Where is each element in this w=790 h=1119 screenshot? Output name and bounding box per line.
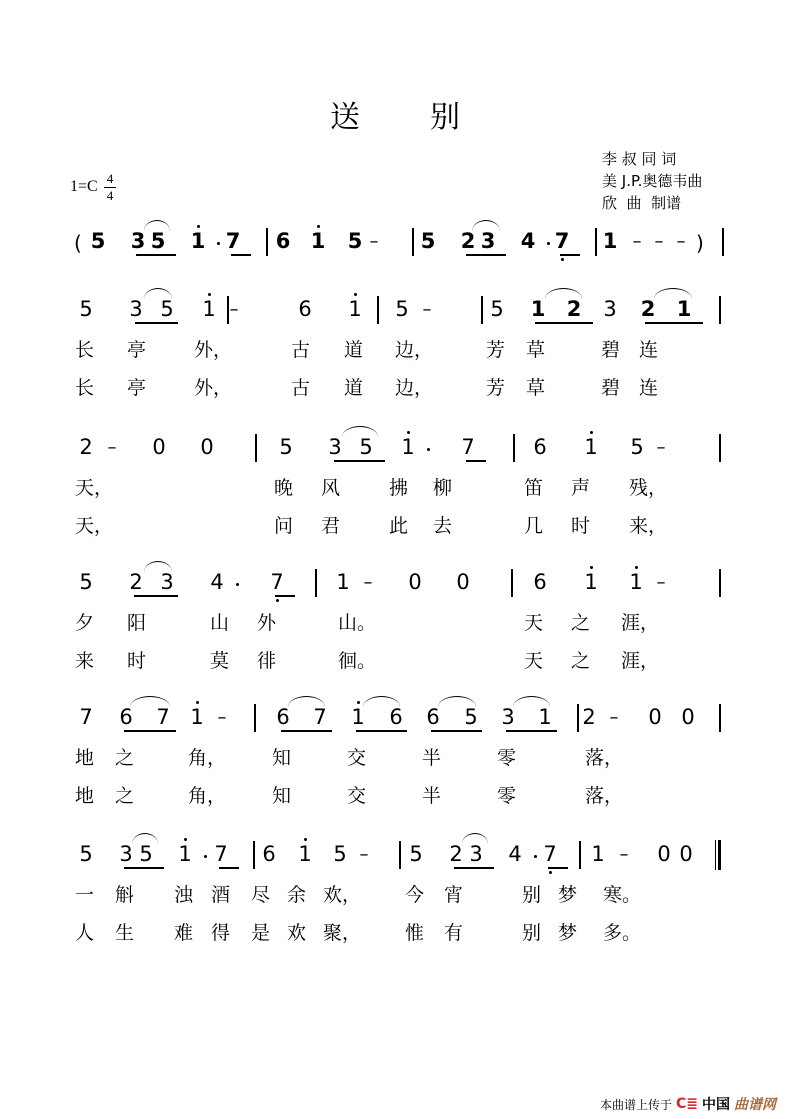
lyric-char: 风 [321, 477, 341, 499]
note: 3 [130, 229, 146, 253]
eighth-note-beam [136, 254, 176, 256]
note: 6 [533, 435, 547, 459]
note: 3 [501, 705, 515, 729]
eighth-note-beam [124, 867, 164, 869]
lyric-char: 人 [75, 922, 95, 944]
note: 3 [119, 842, 133, 866]
note: 1 [310, 229, 326, 253]
note: 5 [347, 229, 363, 253]
time-signature-top: 4 [106, 171, 114, 186]
note: 6 [533, 570, 547, 594]
title-char-2: 别 [430, 100, 460, 135]
augmentation-dot [204, 855, 207, 858]
sustain-dash: – [422, 299, 432, 320]
slur [342, 426, 378, 437]
note: 1 [602, 229, 618, 253]
lyric-char: 古 [291, 377, 311, 399]
note: 0 [408, 570, 422, 594]
sustain-dash: – [654, 231, 664, 252]
lyric-char: 天 [524, 612, 544, 634]
key-signature: 1=C [70, 178, 98, 195]
lyric-char: 连 [639, 377, 659, 399]
arranger-credit: 欣 曲 制谱 [602, 194, 682, 212]
sustain-dash: – [369, 231, 379, 252]
note: 0 [681, 705, 695, 729]
lyric-char: 尽 [251, 884, 271, 906]
high-octave-dot [304, 838, 307, 841]
note: 4 [520, 229, 536, 253]
sustain-dash: – [609, 707, 619, 728]
slur [545, 288, 582, 299]
lyric-char: 零 [497, 747, 517, 769]
note: 5 [79, 842, 93, 866]
lyric-char: 碧 [601, 377, 621, 399]
note: 1 [298, 842, 312, 866]
note: 6 [119, 705, 133, 729]
lyric-char: 道 [344, 339, 364, 361]
note: 7 [543, 842, 557, 866]
note: 1 [676, 297, 692, 321]
lyric-char: 聚， [323, 922, 362, 944]
barline [377, 296, 379, 324]
note: 5 [420, 229, 436, 253]
note: 7 [313, 705, 327, 729]
lyric-char: 交 [347, 785, 367, 807]
slur [363, 696, 400, 707]
note: 2 [640, 297, 656, 321]
slur [438, 696, 476, 707]
lyric-char: 多。 [603, 922, 642, 944]
note: 1 [336, 570, 350, 594]
note: 5 [395, 297, 409, 321]
note: 7 [461, 435, 475, 459]
lyric-char: 残， [629, 477, 668, 499]
lyric-char: 阳 [127, 612, 147, 634]
footer-watermark [600, 1094, 776, 1114]
lyric-char: 难 [174, 922, 194, 944]
slur [144, 220, 170, 231]
high-octave-dot [357, 701, 360, 704]
note: 5 [409, 842, 423, 866]
eighth-note-beam [134, 595, 178, 597]
note: 4 [210, 570, 224, 594]
barline [255, 434, 257, 462]
lyric-char: 边， [395, 339, 434, 361]
note: 7 [79, 705, 93, 729]
note: 2 [582, 705, 596, 729]
barline [719, 569, 721, 597]
eighth-note-beam [466, 254, 506, 256]
lyric-char: 芳 [486, 339, 506, 361]
barline [511, 569, 513, 597]
lyric-char: 今 [405, 884, 425, 906]
lyric-char: 斛 [115, 884, 135, 906]
note: 5 [279, 435, 293, 459]
lyric-char: 天， [75, 515, 114, 537]
lyric-char: 草 [526, 377, 546, 399]
lyric-char: 时 [127, 650, 147, 672]
lyric-char: 之 [571, 612, 591, 634]
high-octave-dot [197, 225, 200, 228]
lyric-char: 亭 [127, 339, 147, 361]
lyric-char: 问 [274, 515, 294, 537]
lyric-char: 天， [75, 477, 114, 499]
barline [253, 841, 255, 869]
lyric-char: 长 [75, 339, 95, 361]
lyric-char: 道 [344, 377, 364, 399]
note: 3 [469, 842, 483, 866]
slur [144, 561, 172, 572]
eighth-note-beam [431, 730, 482, 732]
lyric-char: 此 [389, 515, 409, 537]
lyric-char: 徘 [257, 650, 277, 672]
composer-credit: 美 J.P.奥德韦曲 [602, 172, 703, 190]
lyric-char: 天 [524, 650, 544, 672]
lyric-char: 角， [188, 785, 227, 807]
sustain-dash: – [359, 844, 369, 865]
lyric-char: 山。 [338, 612, 377, 634]
sustain-dash: – [676, 231, 686, 252]
slur [654, 288, 692, 299]
lyric-char: 寒。 [603, 884, 642, 906]
note: 5 [359, 435, 373, 459]
note: 2 [449, 842, 463, 866]
lyric-char: 浊 [174, 884, 194, 906]
lyric-char: 莫 [210, 650, 230, 672]
low-octave-dot [561, 258, 564, 261]
eighth-note-beam [219, 867, 239, 869]
barline [227, 296, 229, 324]
time-signature [104, 172, 116, 203]
song-title [0, 92, 790, 136]
barline [412, 228, 414, 256]
slur [462, 833, 488, 844]
eighth-note-beam [466, 460, 486, 462]
note: 1 [591, 842, 605, 866]
augmentation-dot [236, 583, 239, 586]
lyricist-credit: 李 叔 同 词 [602, 150, 677, 168]
high-octave-dot [317, 225, 320, 228]
barline [719, 296, 721, 324]
title-char-1: 送 [330, 100, 360, 135]
note: 0 [200, 435, 214, 459]
barline [595, 228, 597, 256]
note: 1 [401, 435, 415, 459]
note: 1 [348, 297, 362, 321]
lyric-char: 长 [75, 377, 95, 399]
lyric-char: 芳 [486, 377, 506, 399]
lyric-char: 梦 [558, 922, 578, 944]
augmentation-dot [427, 448, 430, 451]
note: 2 [460, 229, 476, 253]
lyric-char: 知 [272, 747, 292, 769]
note: 4 [508, 842, 522, 866]
lyric-char: 余 [287, 884, 307, 906]
sustain-dash: – [363, 572, 373, 593]
note: 3 [129, 297, 143, 321]
high-octave-dot [196, 701, 199, 704]
eighth-note-beam [281, 730, 332, 732]
lyric-char: 边， [395, 377, 434, 399]
footer-text: 本曲谱上传于 [600, 1097, 673, 1112]
note: 1 [584, 435, 598, 459]
high-octave-dot [184, 838, 187, 841]
note: 0 [657, 842, 671, 866]
high-octave-dot [590, 566, 593, 569]
lyric-char: 连 [639, 339, 659, 361]
slur [472, 220, 500, 231]
barline [266, 228, 268, 256]
lyric-char: 涯， [621, 612, 660, 634]
lyric-char: 梦 [558, 884, 578, 906]
note: 0 [456, 570, 470, 594]
slur [288, 696, 325, 707]
slur [132, 833, 158, 844]
note: 1 [629, 570, 643, 594]
note: 0 [648, 705, 662, 729]
barline [722, 228, 724, 256]
lyric-char: 惟 [405, 922, 425, 944]
note: 1 [202, 297, 216, 321]
augmentation-dot [217, 242, 220, 245]
lyric-char: 之 [115, 785, 135, 807]
lyric-char: 得 [211, 922, 231, 944]
note: 1 [178, 842, 192, 866]
note: 3 [160, 570, 174, 594]
barline [513, 434, 515, 462]
time-signature-bottom: 4 [106, 188, 114, 203]
note: 1 [190, 229, 206, 253]
slur [144, 288, 172, 299]
note: 5 [150, 229, 166, 253]
low-octave-dot [549, 871, 552, 874]
lyric-char: 声 [571, 477, 591, 499]
sustain-dash: – [107, 437, 117, 458]
barline [254, 704, 256, 732]
credits [602, 148, 702, 214]
lyric-char: 夕 [75, 612, 95, 634]
note: 7 [214, 842, 228, 866]
lyric-char: 来， [629, 515, 668, 537]
note: 7 [225, 229, 241, 253]
lyric-char: 欢， [323, 884, 362, 906]
barline [719, 434, 721, 462]
lyric-char: 古 [291, 339, 311, 361]
lyric-char: 外， [194, 377, 233, 399]
lyric-char: 柳 [433, 477, 453, 499]
note: 6 [262, 842, 276, 866]
slur [130, 696, 170, 707]
eighth-note-beam [334, 460, 385, 462]
eighth-note-beam [506, 730, 557, 732]
eighth-note-beam [560, 254, 580, 256]
barline [481, 296, 483, 324]
note: 2 [566, 297, 582, 321]
barline [579, 841, 581, 869]
note: 1 [584, 570, 598, 594]
slur [513, 696, 550, 707]
sustain-dash: – [656, 572, 666, 593]
note: 6 [426, 705, 440, 729]
lyric-char: 落， [585, 785, 624, 807]
sustain-dash: – [619, 844, 629, 865]
note: 6 [298, 297, 312, 321]
lyric-char: 有 [444, 922, 464, 944]
high-octave-dot [635, 566, 638, 569]
lyric-char: 山 [210, 612, 230, 634]
lyric-char: 零 [497, 785, 517, 807]
lyric-char: 拂 [389, 477, 409, 499]
lyric-char: 宵 [444, 884, 464, 906]
lyric-char: 笛 [524, 477, 544, 499]
eighth-note-beam [124, 730, 176, 732]
high-octave-dot [590, 431, 593, 434]
note: 1 [190, 705, 204, 729]
lyric-char: 半 [422, 785, 442, 807]
note: 6 [276, 705, 290, 729]
note: 0 [152, 435, 166, 459]
eighth-note-beam [535, 322, 593, 324]
lyric-char: 半 [422, 747, 442, 769]
augmentation-dot [547, 242, 550, 245]
eighth-note-beam [356, 730, 407, 732]
lyric-char: 落， [585, 747, 624, 769]
lyric-char: 草 [526, 339, 546, 361]
note: 6 [275, 229, 291, 253]
note: 5 [79, 570, 93, 594]
repeat-open-paren: ( [74, 231, 82, 255]
low-octave-dot [276, 599, 279, 602]
note: 6 [389, 705, 403, 729]
barline [399, 841, 401, 869]
sustain-dash: – [656, 437, 666, 458]
lyric-char: 之 [571, 650, 591, 672]
lyric-char: 酒 [211, 884, 231, 906]
lyric-char: 地 [75, 785, 95, 807]
note: 2 [79, 435, 93, 459]
note: 7 [156, 705, 170, 729]
eighth-note-beam [454, 867, 494, 869]
sustain-dash: – [229, 299, 239, 320]
note: 1 [538, 705, 552, 729]
note: 2 [129, 570, 143, 594]
eighth-note-beam [275, 595, 295, 597]
augmentation-dot [534, 855, 537, 858]
eighth-note-beam [135, 322, 178, 324]
note: 5 [160, 297, 174, 321]
barline [577, 704, 579, 732]
lyric-char: 徊。 [338, 650, 377, 672]
repeat-close-paren: ) [696, 231, 704, 255]
note: 5 [333, 842, 347, 866]
lyric-char: 角， [188, 747, 227, 769]
lyric-char: 知 [272, 785, 292, 807]
lyric-char: 欢 [287, 922, 307, 944]
eighth-note-beam [231, 254, 251, 256]
note: 3 [328, 435, 342, 459]
lyric-char: 是 [251, 922, 271, 944]
note: 7 [270, 570, 284, 594]
lyric-char: 生 [115, 922, 135, 944]
note: 5 [139, 842, 153, 866]
site-name-part1: 中国 [702, 1097, 731, 1113]
high-octave-dot [407, 431, 410, 434]
lyric-char: 别 [522, 884, 542, 906]
note: 3 [603, 297, 617, 321]
lyric-char: 外， [194, 339, 233, 361]
note: 1 [530, 297, 546, 321]
high-octave-dot [208, 293, 211, 296]
sustain-dash: – [217, 707, 227, 728]
site-logo-icon: C≣ [676, 1096, 699, 1112]
note: 0 [679, 842, 693, 866]
eighth-note-beam [645, 322, 703, 324]
note: 7 [554, 229, 570, 253]
lyric-char: 几 [524, 515, 544, 537]
lyric-char: 时 [571, 515, 591, 537]
lyric-char: 一 [75, 884, 95, 906]
barline [719, 704, 721, 732]
barline [315, 569, 317, 597]
lyric-char: 碧 [601, 339, 621, 361]
lyric-char: 君 [321, 515, 341, 537]
note: 5 [464, 705, 478, 729]
lyric-char: 交 [347, 747, 367, 769]
note: 5 [490, 297, 504, 321]
lyric-char: 去 [433, 515, 453, 537]
note: 3 [480, 229, 496, 253]
lyric-char: 别 [522, 922, 542, 944]
lyric-char: 外 [257, 612, 277, 634]
note: 1 [351, 705, 365, 729]
final-barline [715, 840, 721, 870]
eighth-note-beam [548, 867, 568, 869]
note: 5 [630, 435, 644, 459]
note: 5 [79, 297, 93, 321]
lyric-char: 地 [75, 747, 95, 769]
note: 5 [90, 229, 106, 253]
lyric-char: 涯， [621, 650, 660, 672]
lyric-char: 晚 [274, 477, 294, 499]
sustain-dash: – [632, 231, 642, 252]
high-octave-dot [354, 293, 357, 296]
lyric-char: 之 [115, 747, 135, 769]
lyric-char: 亭 [127, 377, 147, 399]
lyric-char: 来 [75, 650, 95, 672]
site-name-part2: 曲谱网 [734, 1097, 777, 1113]
